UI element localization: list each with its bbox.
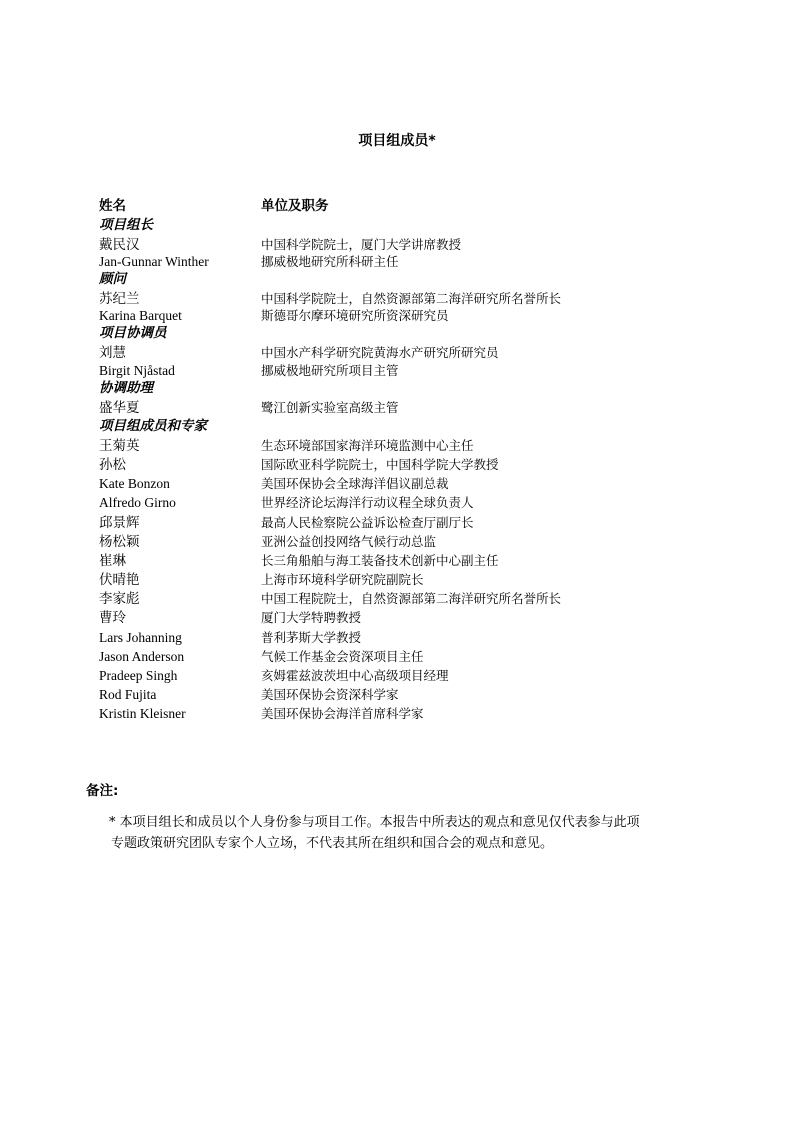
group-label-coordinator: 项目协调员	[99, 325, 167, 342]
table-row	[99, 436, 719, 455]
member-name: 刘慧	[99, 345, 126, 361]
member-role: 中国科学院院士，厦门大学讲席教授	[261, 237, 462, 252]
member-role: 美国环保协会海洋首席科学家	[261, 706, 424, 722]
member-role: 中国科学院院士，自然资源部第二海洋研究所名誉所长	[261, 291, 562, 307]
member-name: Alfredo Girno	[99, 495, 176, 511]
notes-line: * 本项目组长和成员以个人身份参与项目工作。本报告中所表达的观点和意见仅代表参与此项	[109, 815, 640, 830]
member-name: 苏纪兰	[99, 291, 140, 307]
member-role: 普利茅斯大学教授	[261, 629, 362, 645]
table-row	[99, 289, 719, 308]
member-name: 盛华夏	[99, 399, 140, 415]
group-label-assistant: 协调助理	[99, 379, 153, 396]
table-row	[99, 532, 719, 551]
member-name: Kristin Kleisner	[99, 706, 186, 722]
table-row	[99, 455, 719, 474]
notes-body	[99, 812, 724, 854]
member-role: 鹭江创新实验室高级主管	[261, 399, 399, 415]
member-role: 中国工程院院士，自然资源部第二海洋研究所名誉所长	[261, 591, 562, 607]
header-role: 单位及职务	[261, 198, 329, 214]
table-row	[99, 254, 719, 270]
member-role: 国际欧亚科学院院士，中国科学院大学教授	[261, 456, 499, 472]
table-row	[99, 308, 719, 324]
table-row	[99, 474, 719, 493]
member-name: 孙松	[99, 456, 126, 472]
member-name: 杨松颖	[99, 533, 140, 549]
group-label-leader: 项目组长	[99, 217, 153, 233]
member-name: 戴民汉	[99, 237, 140, 252]
member-role: 挪威极地研究所科研主任	[261, 254, 399, 270]
table-row	[99, 628, 719, 647]
member-role: 美国环保协会资深科学家	[261, 687, 399, 703]
table-row	[99, 608, 719, 627]
page-title: 项目组成员*	[358, 133, 436, 149]
notes-line: 专题政策研究团队专家个人立场，不代表其所在组织和国合会的观点和意见。	[111, 836, 554, 851]
table-row	[99, 493, 719, 512]
table-row	[99, 551, 719, 570]
member-name: Jason Anderson	[99, 648, 185, 664]
member-name: 李家彪	[99, 591, 140, 607]
group-label-members: 项目组成员和专家	[99, 417, 207, 434]
table-row	[99, 513, 719, 532]
table-row	[99, 343, 719, 362]
member-name: Pradeep Singh	[99, 668, 178, 683]
member-name: 崔琳	[99, 552, 126, 568]
member-name: 邱景辉	[99, 514, 140, 530]
table-row	[99, 570, 719, 589]
member-role: 生态环境部国家海洋环境监测中心主任	[261, 437, 474, 453]
member-role: 最高人民检察院公益诉讼检查厅副厅长	[261, 514, 474, 530]
member-table	[99, 196, 719, 724]
table-row	[99, 685, 719, 704]
group-label-advisor: 顾问	[99, 271, 126, 288]
member-role: 长三角船舶与海工装备技术创新中心副主任	[261, 552, 499, 568]
table-row	[99, 704, 719, 723]
table-header	[99, 196, 719, 216]
member-role: 中国水产科学研究院黄海水产研究所研究员	[261, 345, 499, 361]
member-name: Karina Barquet	[99, 308, 182, 324]
table-row	[99, 666, 719, 685]
member-role: 上海市环境科学研究院副院长	[261, 572, 424, 588]
notes-title: 备注:	[86, 783, 119, 799]
member-role: 斯德哥尔摩环境研究所资深研究员	[261, 308, 449, 324]
member-name: Jan-Gunnar Winther	[99, 254, 209, 270]
table-row	[99, 363, 719, 379]
member-name: Kate Bonzon	[99, 476, 170, 492]
member-name: Rod Fujita	[99, 687, 157, 703]
member-role: 亥姆霍兹波茨坦中心高级项目经理	[261, 668, 449, 683]
member-name: 伏晴艳	[99, 572, 140, 588]
header-name: 姓名	[99, 198, 126, 214]
table-row	[99, 398, 719, 417]
member-role: 厦门大学特聘教授	[261, 610, 362, 626]
member-name: 王菊英	[99, 437, 140, 453]
table-row	[99, 589, 719, 608]
member-role: 亚洲公益创投网络气候行动总监	[261, 533, 437, 549]
member-role: 气候工作基金会资深项目主任	[261, 648, 424, 664]
table-row	[99, 647, 719, 666]
member-name: Lars Johanning	[99, 629, 182, 645]
member-name: 曹玲	[99, 610, 126, 626]
member-role: 美国环保协会全球海洋倡议副总裁	[261, 476, 449, 492]
member-name: Birgit Njåstad	[99, 362, 175, 378]
member-role: 世界经济论坛海洋行动议程全球负责人	[261, 495, 474, 511]
table-row	[99, 235, 719, 254]
member-role: 挪威极地研究所项目主管	[261, 362, 399, 378]
